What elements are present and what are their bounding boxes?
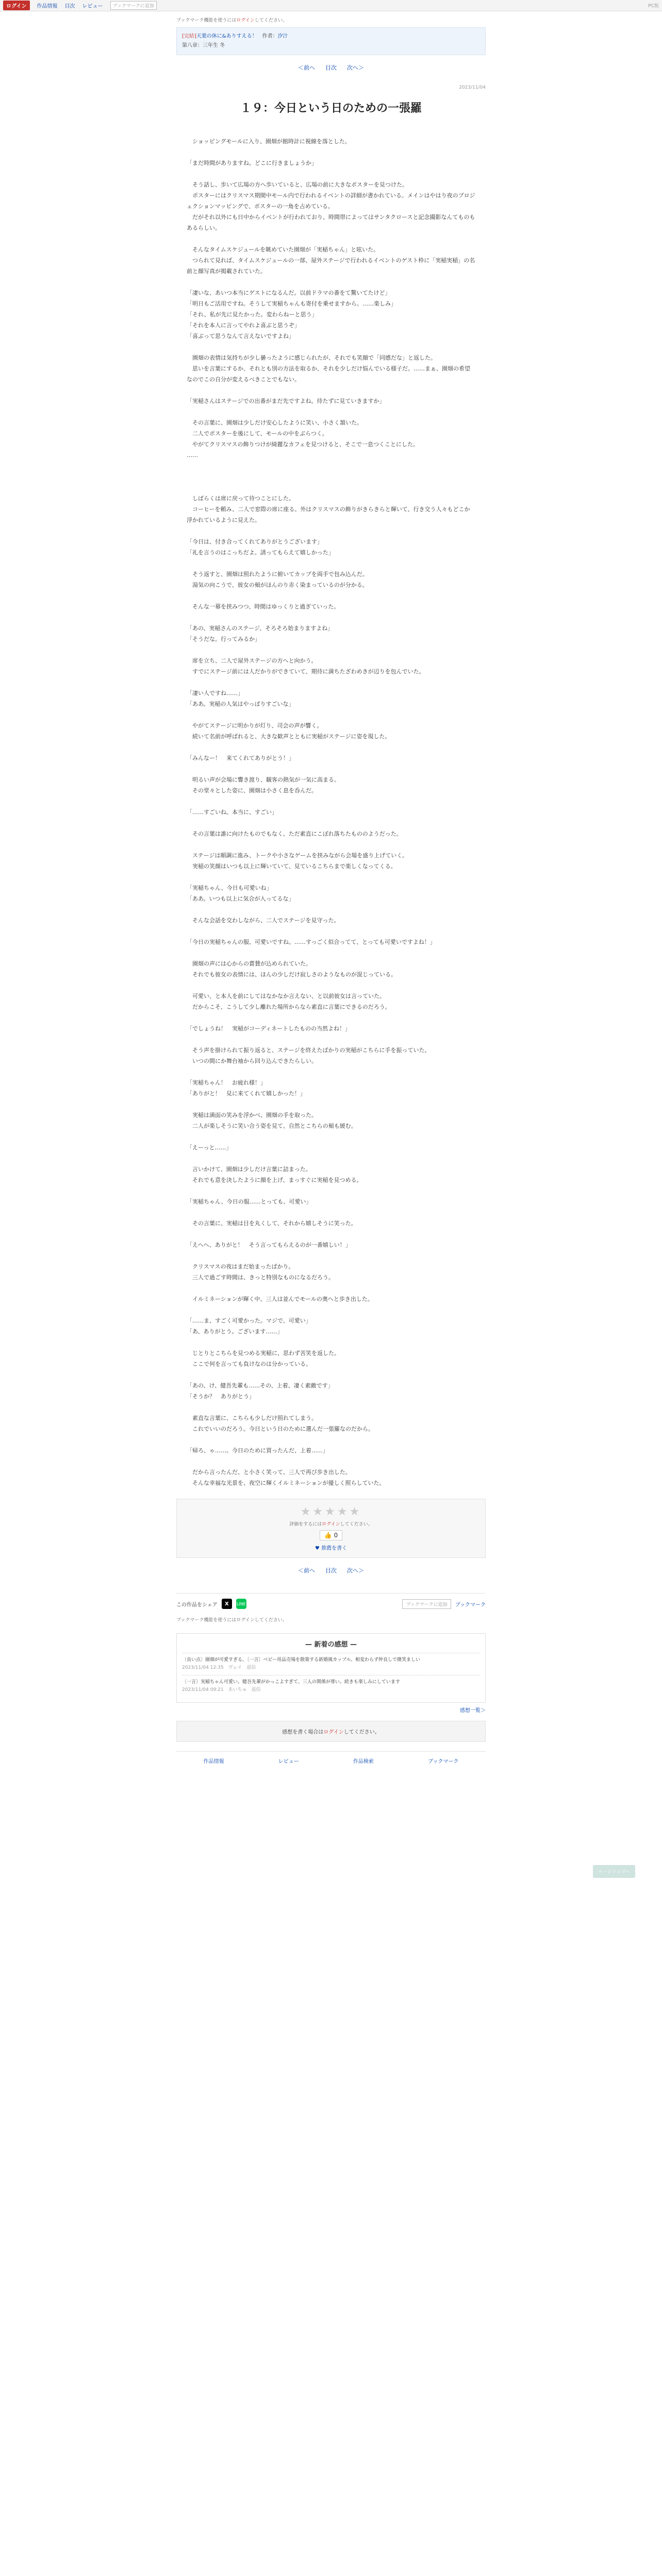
- login-note-text: 感想を書く場合は: [282, 1730, 324, 1735]
- next-link-bottom[interactable]: 次へ＞: [347, 1567, 364, 1574]
- status-badge: [完結]: [182, 33, 196, 39]
- login-note-end: してください。: [343, 1730, 380, 1735]
- bookmark-add-button[interactable]: ブックマークに追加: [110, 1, 157, 10]
- body-paragraph: 「あの、実稲さんのステージ、そろそろ始まりますよね」: [187, 625, 334, 632]
- body-paragraph: 「ありがと！ 見に来てくれて嬉しかった！」: [187, 1090, 306, 1097]
- body-paragraph: 席を立ち、二人で屋外ステージの方へと向かう。: [187, 657, 317, 664]
- body-paragraph: クリスマスの夜はまだ始まったばかり。: [187, 1263, 294, 1270]
- body-paragraph: 言いかけて、園畑は少しだけ言葉に詰まった。: [187, 1166, 311, 1173]
- body-paragraph: [187, 233, 475, 244]
- body-paragraph: 「それ、私が先に見たかった。変わらねーと思う」: [187, 311, 318, 318]
- body-paragraph: [187, 1304, 475, 1315]
- body-paragraph: [187, 1369, 475, 1380]
- body-paragraph: そう話し、歩いて広場の方へ歩いていると、広場の前に大きなポスターを見つけた。: [187, 181, 408, 188]
- footer-review-link[interactable]: レビュー: [278, 1759, 299, 1765]
- bookmark-notice: [176, 11, 486, 27]
- post-date: 2023/11/04: [459, 85, 486, 90]
- rating-stars[interactable]: ★★★★★: [300, 1505, 362, 1518]
- like-button[interactable]: [320, 1530, 342, 1540]
- body-paragraph: やがてステージに明かりが灯り、司会の声が響く。: [187, 722, 323, 729]
- login-button[interactable]: ログイン: [3, 1, 30, 10]
- footer-search-link[interactable]: 作品検索: [353, 1759, 374, 1765]
- body-paragraph: 「実稲ちゃん、今日も可愛いね」: [187, 885, 272, 891]
- body-paragraph: 「……すごいね。本当に、すごい」: [187, 809, 277, 816]
- bookmark-notice-bottom: ブックマーク機能を使うにはログインしてください。: [176, 1618, 287, 1623]
- body-paragraph: [187, 742, 475, 753]
- share-bar: [176, 1593, 486, 1614]
- body-paragraph: 「喜ぶって思うなんて言えないですよね」: [187, 333, 294, 340]
- body-paragraph: [187, 947, 475, 958]
- review-meta: 2023/11/04 09:21 あいちゅ 返信: [182, 1687, 261, 1692]
- body-paragraph: [187, 590, 475, 601]
- work-title-link[interactable]: 天葉の休に&ありすえる！: [196, 33, 257, 39]
- body-paragraph: これでいいのだろう。今日という日のために選んだ一張羅なのだから。: [187, 1426, 374, 1432]
- chapter-label: 第八章：三年生 冬: [182, 43, 225, 48]
- body-paragraph: 二人が楽しそうに笑い合う姿を見て、自然とこちらの頬も緩む。: [187, 1123, 357, 1129]
- body-paragraph: 二人でポスターを後にして、モールの中をぶらつく。: [187, 430, 328, 437]
- author-label: 作者：: [262, 33, 278, 39]
- body-paragraph: 実稲は満面の笑みを浮かべ、園畑の手を取った。: [187, 1112, 317, 1118]
- footer-bookmark-link[interactable]: ブックマーク: [428, 1759, 459, 1765]
- body-paragraph: 明るい声が会場に響き渡り、観客の熱気が一気に高まる。: [187, 776, 340, 783]
- body-paragraph: だから言ったんだ、と小さく笑って、三人で再び歩き出した。: [187, 1469, 351, 1476]
- body-paragraph: じとりとこちらを見つめる実稲に、思わず苦笑を返した。: [187, 1350, 340, 1357]
- next-link[interactable]: 次へ＞: [347, 64, 364, 71]
- body-paragraph: その言葉に、実稲は目を丸くして、それから嬉しそうに笑った。: [187, 1220, 357, 1227]
- body-paragraph: 「凄いな、あいつ本当にゲストになるんだ。以前ドラマの番をて驚いてたけど」: [187, 290, 391, 296]
- body-paragraph: [187, 1131, 475, 1142]
- body-paragraph: 可愛い、と本人を前にしてはなかなか言えない、と以前彼女は言っていた。: [187, 993, 385, 999]
- body-paragraph: そんなタイムスケジュールを眺めていた園畑が「実稲ちゃん」と呟いた。: [187, 246, 379, 253]
- review-meta: 2023/11/04 12:35 ヴェイ 返信: [182, 1665, 256, 1670]
- rating-note: [183, 1520, 479, 1527]
- body-paragraph: [187, 1034, 475, 1045]
- body-paragraph: [187, 168, 475, 179]
- body-paragraph: [187, 342, 475, 352]
- body-paragraph: [187, 1337, 475, 1348]
- rating-box: [176, 1499, 486, 1558]
- body-paragraph: [187, 406, 475, 417]
- body-paragraph: [187, 926, 475, 937]
- body-paragraph: 「あの、け、健吾先輩も……その、上着、凄く素敵です」: [187, 1382, 334, 1389]
- body-paragraph: 「でしょうね！ 実稲がコーディネートしたものの当然よね！」: [187, 1025, 351, 1032]
- body-paragraph: そう声を掛けられて振り返ると、ステージを終えたばかりの実稲がこちらに手を振っていた。: [187, 1047, 431, 1054]
- review-item: [182, 1653, 480, 1675]
- body-paragraph: [187, 471, 475, 482]
- body-paragraph: 実稲の笑顔はいつも以上に輝いていて、見ているこちらまで楽しくなってくる。: [187, 863, 396, 870]
- body-paragraph: [187, 385, 475, 396]
- bookmark-add-button-bottom[interactable]: ブックマークに追加: [402, 1599, 451, 1609]
- body-paragraph: [187, 558, 475, 569]
- prev-link[interactable]: ＜前へ: [298, 64, 315, 71]
- body-paragraph: [187, 1434, 475, 1445]
- body-paragraph: [187, 1402, 475, 1413]
- pager-bottom: [176, 1558, 486, 1583]
- body-paragraph: 「凄い人ですね……」: [187, 690, 243, 697]
- recent-reviews: [176, 1633, 486, 1703]
- notice-text: ブックマーク機能を使うには: [176, 18, 237, 23]
- body-paragraph: そう返すと、園畑は照れたように俯いてカップを両手で包み込んだ。: [187, 571, 368, 578]
- body-paragraph: ポスターにはクリスマス期間中モール内で行われるイベントの詳細が書かれている。メインはやはり夜のプロジェクションマッピングで、ポスターの一角を占めている。: [187, 192, 475, 210]
- body-paragraph: 「明日もご活用ですね。そうして実稲ちゃんも寄付を乗せますから。……楽しみ」: [187, 300, 396, 307]
- reviews-heading: — 新着の感想 —: [305, 1641, 357, 1649]
- body-paragraph: 「そうだな。行ってみるか」: [187, 636, 260, 642]
- review-item: [182, 1675, 480, 1697]
- body-paragraph: 三人で過ごす時間は、きっと特別なものになるだろう。: [187, 1274, 334, 1281]
- body-paragraph: 「帰ろ、ゃ……。今日のために買ったんだ、上着……」: [187, 1447, 328, 1454]
- review-login-link[interactable]: ログイン: [323, 1730, 344, 1735]
- thumbs-up-icon: 👍: [324, 1532, 332, 1539]
- body-paragraph: [187, 482, 475, 493]
- body-paragraph: その言葉は誰に向けたものでもなく、ただ素直にこぼれ落ちたもののようだった。: [187, 831, 402, 837]
- body-paragraph: その言葉に、園畑は少しだけ安心したように笑い、小さく頷いた。: [187, 419, 362, 426]
- bookmark-link[interactable]: ブックマーク: [455, 1602, 486, 1608]
- top-bar: [0, 0, 662, 11]
- reviews-more-link[interactable]: 感想一覧＞: [460, 1708, 486, 1714]
- body-paragraph: [187, 872, 475, 883]
- rating-note-end: してください。: [340, 1522, 373, 1527]
- author-link[interactable]: 汐汁: [277, 33, 288, 39]
- body-paragraph: 「みんなー！ 来てくれてありがとう！」: [187, 755, 294, 761]
- body-paragraph: コーヒーを頼み、二人で窓際の席に座る。外はクリスマスの飾りがきらきらと輝いて、行き交う人々もどこか浮かれているように見えた。: [187, 506, 470, 523]
- body-paragraph: だからこそ、こうして少し離れた場所からなら素直に言葉にできるのだろう。: [187, 1004, 391, 1010]
- work-info-box: [176, 27, 486, 55]
- body-paragraph: 「……ま、すごく可愛かった。マジで、可愛い」: [187, 1317, 311, 1324]
- body-paragraph: それでも彼女の表情には、ほんの少しだけ寂しさのようなものが混じっている。: [187, 971, 396, 978]
- body-paragraph: [187, 1185, 475, 1196]
- review-text: 〔良い点〕園畑が可愛すぎる。〔一言〕ベビー用品売場を散策する新婚風カップル。相変わらず仲良しで微笑ましい: [182, 1657, 420, 1663]
- body-paragraph: [187, 1229, 475, 1240]
- body-paragraph: [187, 980, 475, 991]
- page-top-button[interactable]: ページトップへ: [593, 1865, 635, 1878]
- body-paragraph: [187, 818, 475, 828]
- body-paragraph: ステージは順調に進み、トークや小さなゲームを挟みながら会場を盛り上げていく。: [187, 852, 408, 859]
- body-paragraph: だがそれ以外にも日中からイベントが行われており、時間帯によってはサンタクロースと記念撮影なんてものもあるらしい。: [187, 214, 475, 231]
- body-paragraph: [187, 1153, 475, 1164]
- body-paragraph: [187, 764, 475, 774]
- body-paragraph: その堂々とした姿に、園畑は小さく息を呑んだ。: [187, 787, 317, 794]
- review-text: 〔一言〕実稲ちゃん可愛い。健吾先輩がかっこよすぎて、三人の関係が尊い。続きも楽しみにしています: [182, 1680, 400, 1685]
- body-paragraph: 「それを本人に言ってやれよ喜ぶと思うぞ」: [187, 322, 300, 329]
- body-paragraph: [187, 709, 475, 720]
- body-paragraph: [187, 612, 475, 623]
- body-paragraph: 思いを言葉にするか、それとも別の方法を取るか、それを少しだけ悩んでいる様子だ。……まぁ、園畑の希望なのでこの自分が変えるべきことでもない。: [187, 365, 470, 383]
- notice-text-end: してください。: [254, 18, 287, 23]
- body-paragraph: 「今日の実稲ちゃんの服、可愛いですね。……すっごく似合ってて、とっても可愛いですよね！」: [187, 939, 436, 945]
- body-paragraph: 園畑の表情は気持ちが少し曇ったように感じられたが、それでも笑顔で「同感だな」と返した。: [187, 354, 436, 361]
- body-paragraph: 「えへへ、ありがと！ そう言ってもらえるのが一番嬉しい！」: [187, 1242, 351, 1248]
- body-paragraph: ショッピングモールに入り、園畑が館時計に視線を落とした。: [187, 138, 351, 145]
- footer-nav: [176, 1751, 486, 1765]
- body-paragraph: すでにステージ前には人だかりができていて、期待に満ちたざわめきが辺りを包んでいた。: [187, 668, 425, 675]
- body-paragraph: 「まだ時間がありますね。どこに行きましょうか」: [187, 160, 317, 166]
- body-paragraph: 「そうか？ ありがとう」: [187, 1393, 255, 1400]
- body-paragraph: ここで何を言っても負けなのは分かっている。: [187, 1361, 311, 1367]
- like-count: 0: [334, 1532, 338, 1539]
- rating-login-link[interactable]: ログイン: [322, 1522, 340, 1527]
- body-paragraph: 園畑の声には心からの賞賛が込められていた。: [187, 960, 311, 967]
- prev-link-bottom[interactable]: ＜前へ: [298, 1567, 315, 1574]
- body-paragraph: 「あ、ありがとう。ございます……」: [187, 1328, 283, 1335]
- body-paragraph: [187, 1283, 475, 1294]
- recommend-link[interactable]: ♥ 推薦を書く: [315, 1546, 347, 1551]
- share-label: この作品をシェア: [176, 1602, 218, 1608]
- toc-link-top[interactable]: 目次: [325, 64, 337, 71]
- main-column: [176, 11, 486, 1765]
- works-link[interactable]: 作品情報: [37, 4, 58, 9]
- body-paragraph: 「礼を言うのはこっちだよ。誘ってもらえて嬉しかった」: [187, 549, 334, 556]
- body-paragraph: [187, 677, 475, 688]
- body-paragraph: 「実稲さんはステージでの出番がまだ先ですよね。待たずに見ていきますか」: [187, 398, 385, 404]
- body-paragraph: そんな会話を交わしながら、二人でステージを見守った。: [187, 917, 340, 924]
- body-paragraph: それでも意を決したように顔を上げ、まっすぐに実稲を見つめる。: [187, 1177, 362, 1183]
- body-paragraph: 湯気の向こうで、彼女の頬がほんのり赤く染まっているのが分かる。: [187, 582, 368, 588]
- body-paragraph: そんな幸福な光景を、夜空に輝くイルミネーションが優しく照らしていた。: [187, 1480, 385, 1486]
- body-paragraph: [187, 461, 475, 471]
- body-paragraph: [187, 1456, 475, 1467]
- body-paragraph: いつの間にか舞台袖から回り込んできたらしい。: [187, 1058, 317, 1064]
- body-paragraph: [187, 839, 475, 850]
- body-paragraph: [187, 1207, 475, 1218]
- body-paragraph: [187, 645, 475, 655]
- body-paragraph: 「実稲ちゃん、今日の服……とっても、可愛い」: [187, 1198, 312, 1205]
- notice-login-link[interactable]: ログイン: [236, 18, 255, 23]
- body-paragraph: ……: [187, 452, 198, 459]
- episode-body: [176, 136, 486, 1488]
- review-login-note: [176, 1721, 486, 1742]
- body-paragraph: [187, 526, 475, 536]
- body-paragraph: [187, 796, 475, 807]
- body-paragraph: しばらくは席に戻って待つことにした。: [187, 495, 294, 502]
- x-share-icon[interactable]: X: [222, 1599, 232, 1609]
- body-paragraph: [187, 1012, 475, 1023]
- toc-link-bottom[interactable]: 目次: [325, 1567, 337, 1574]
- body-paragraph: [187, 1066, 475, 1077]
- body-paragraph: やがてクリスマスの飾りつけが綺麗なカフェを見つけると、そこで一息つくことにした。: [187, 441, 419, 448]
- episode-title: １９：今日という日のための一張羅: [240, 101, 422, 115]
- body-paragraph: [187, 1099, 475, 1110]
- body-paragraph: 「ああ。いつも以上に気合が入ってるな」: [187, 895, 294, 902]
- footer-works-link[interactable]: 作品情報: [203, 1759, 224, 1765]
- line-share-icon[interactable]: LINE: [236, 1599, 246, 1609]
- body-paragraph: つられて見れば、タイムスケジュールの一部、屋外ステージで行われるイベントのゲスト枠に「実稲実稲」の名前と顔写真が掲載されていた。: [187, 257, 475, 275]
- pc-version-link[interactable]: PC版: [648, 4, 659, 9]
- review-link[interactable]: レビュー: [82, 4, 103, 9]
- body-paragraph: 「今日は、付き合ってくれてありがとうございます」: [187, 538, 323, 545]
- body-paragraph: 「実稲ちゃん！ お疲れ様！」: [187, 1079, 266, 1086]
- body-paragraph: 「えーっと……」: [187, 1144, 232, 1151]
- body-paragraph: 素直な言葉に、こちらも少しだけ照れてしまう。: [187, 1415, 317, 1421]
- body-paragraph: イルミネーションが輝く中、三人は並んでモールの奥へと歩き出した。: [187, 1296, 373, 1302]
- body-paragraph: [187, 147, 475, 158]
- body-paragraph: そんな一幕を挟みつつ、時間はゆっくりと過ぎていった。: [187, 603, 340, 610]
- toc-link[interactable]: 目次: [64, 4, 75, 9]
- body-paragraph: [187, 1250, 475, 1261]
- rating-note-text: 評価をするには: [289, 1522, 322, 1527]
- body-paragraph: 続いて名前が呼ばれると、大きな歓声とともに実稲がステージに姿を現した。: [187, 733, 391, 740]
- body-paragraph: [187, 277, 475, 287]
- body-paragraph: [187, 904, 475, 915]
- body-paragraph: 「ああ。実稲の人気はやっぱりすごいな」: [187, 701, 294, 707]
- pager-top: [176, 55, 486, 80]
